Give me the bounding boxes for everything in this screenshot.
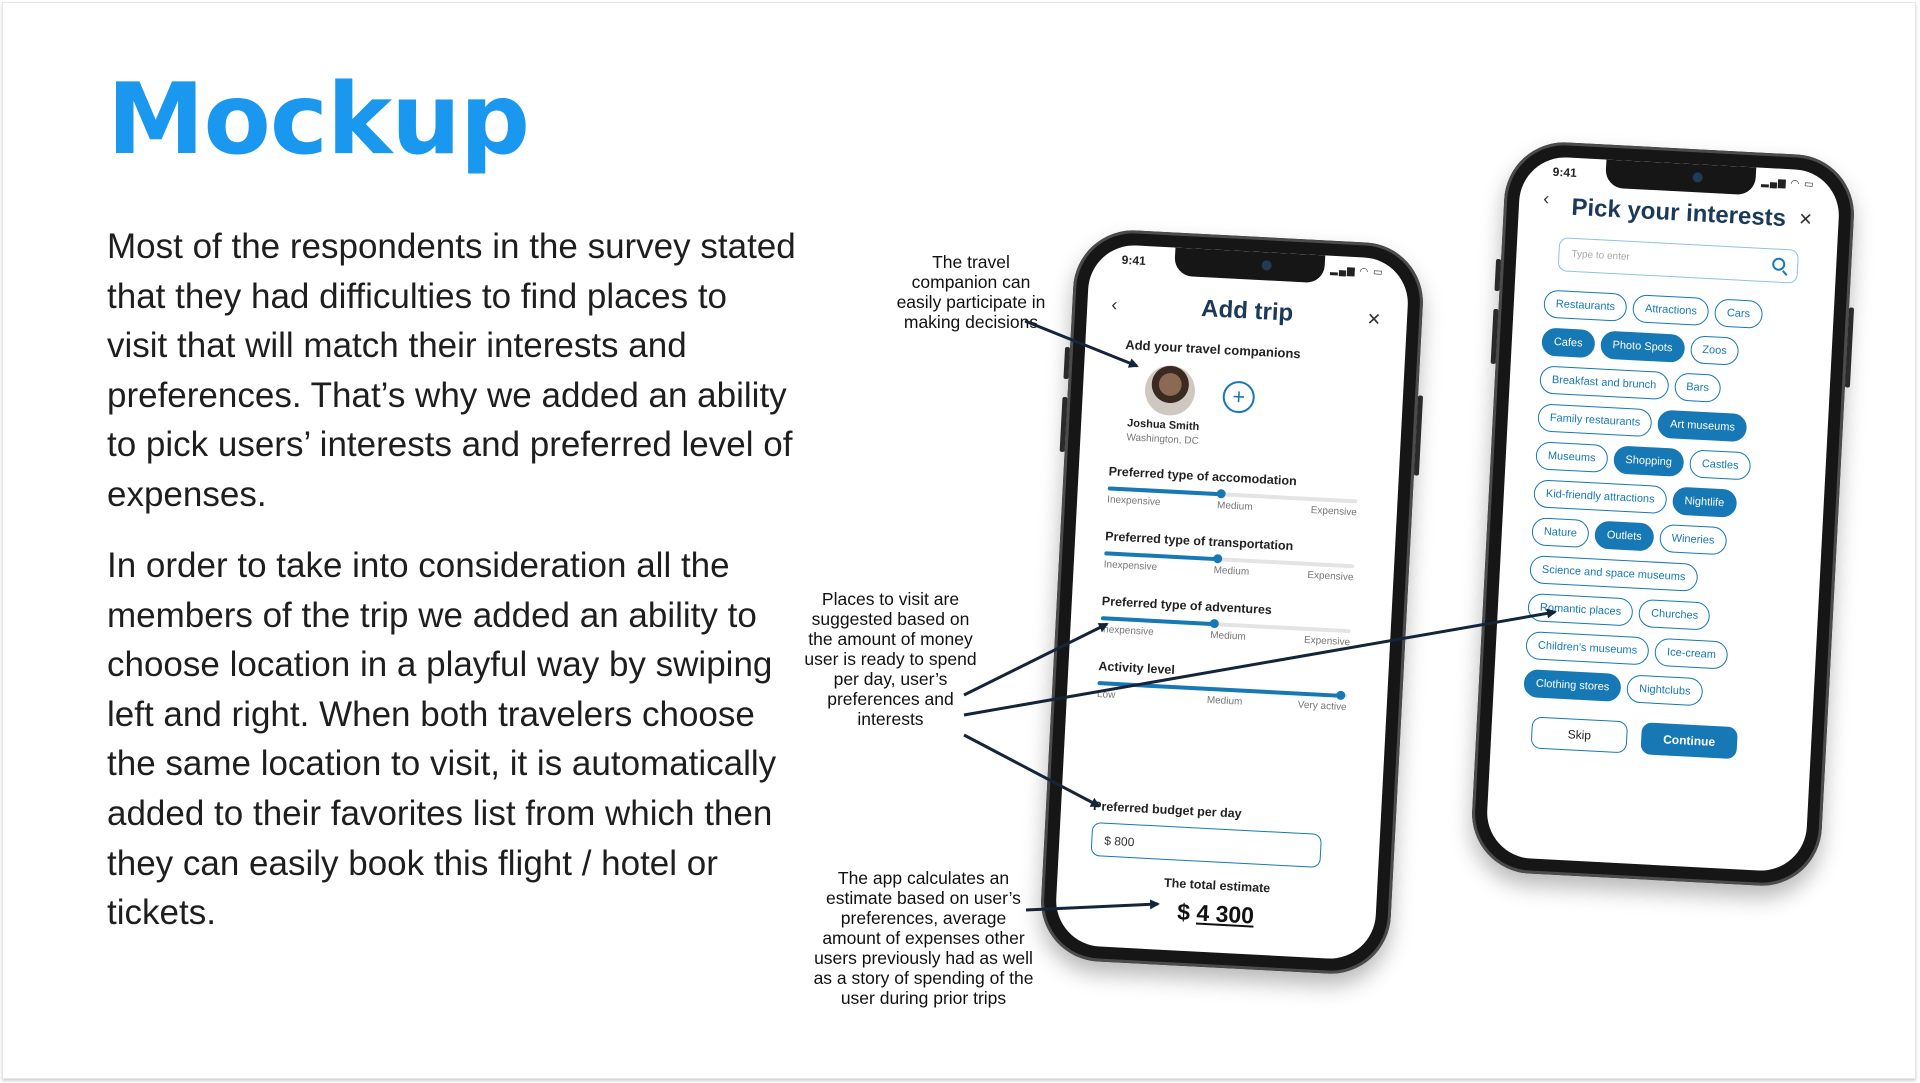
chip-row bbox=[1535, 441, 1796, 483]
paragraph-interests: Most of the respondents in the survey stated that they had difficulties to find places to visit that will match their interests and preferences. That’s why we added an ability to pick users’ interests and preferred level of expenses. bbox=[107, 227, 796, 514]
pref-activity bbox=[1097, 659, 1349, 716]
close-icon[interactable]: ✕ bbox=[1366, 309, 1382, 330]
back-icon[interactable]: ‹ bbox=[1542, 188, 1550, 209]
interest-chip[interactable]: Restaurants bbox=[1543, 289, 1628, 321]
add-companion-button[interactable]: + bbox=[1222, 380, 1256, 414]
tick-right: Very active bbox=[1297, 699, 1347, 714]
pref-accommodation bbox=[1107, 464, 1359, 521]
companion-city: Washington, DC bbox=[1126, 432, 1200, 448]
budget-label: Preferred budget per day bbox=[1092, 799, 1242, 821]
interest-chip[interactable]: Ice-cream bbox=[1654, 638, 1728, 670]
chip-row bbox=[1543, 289, 1804, 331]
annotation-companion: The travel companion can easily participate in making decisions bbox=[896, 252, 1046, 332]
side-button bbox=[1494, 259, 1501, 291]
tick-right: Expensive bbox=[1303, 634, 1351, 649]
currency-symbol: $ bbox=[1176, 898, 1191, 926]
interest-chip[interactable]: Nightlife bbox=[1672, 487, 1737, 518]
pref-adventures bbox=[1100, 594, 1352, 651]
pref-label: Preferred type of adventures bbox=[1101, 594, 1273, 618]
budget-input[interactable]: $ 800 bbox=[1091, 822, 1322, 868]
total-estimate-value bbox=[1055, 892, 1376, 936]
camera-icon bbox=[1692, 172, 1703, 183]
tick-left: Inexpensive bbox=[1100, 624, 1154, 638]
paragraph-swiping: In order to take into consideration all the members of the trip we added an ability to choose location in a playful way by swiping left and right. When both travelers choose the same location to visit, it is automatically added to their favorites list from which then they can easily book this flight / hotel or tickets. bbox=[107, 546, 777, 933]
chip-row bbox=[1539, 365, 1800, 407]
total-estimate-label: The total estimate bbox=[1163, 875, 1271, 896]
status-icons: ▂▄▆ ◠ ▭ bbox=[1330, 264, 1384, 279]
interest-chip[interactable]: Nature bbox=[1531, 517, 1589, 548]
interest-chip[interactable]: Clothing stores bbox=[1523, 669, 1622, 702]
pref-label: Activity level bbox=[1098, 659, 1176, 678]
interest-chips bbox=[1523, 289, 1805, 720]
interest-chip[interactable]: Attractions bbox=[1632, 294, 1709, 326]
interests-screen bbox=[1485, 155, 1841, 873]
tick-left: Low bbox=[1096, 689, 1116, 702]
interest-chip[interactable]: Romantic places bbox=[1527, 593, 1634, 626]
interest-chip[interactable]: Outlets bbox=[1594, 520, 1654, 551]
interest-chip[interactable]: Wineries bbox=[1659, 524, 1727, 555]
interest-chip[interactable]: Photo Spots bbox=[1600, 331, 1685, 363]
chip-row bbox=[1541, 327, 1802, 369]
tick-left: Inexpensive bbox=[1103, 559, 1158, 574]
camera-icon bbox=[1261, 260, 1272, 271]
interest-chip[interactable]: Museums bbox=[1535, 441, 1608, 473]
chip-row bbox=[1527, 593, 1788, 635]
interest-chip[interactable]: Castles bbox=[1689, 449, 1751, 480]
interest-chip[interactable]: Children's museums bbox=[1525, 631, 1650, 665]
continue-button[interactable]: Continue bbox=[1640, 722, 1738, 759]
slider-knob[interactable] bbox=[1209, 619, 1218, 628]
search-placeholder: Type to enter bbox=[1571, 248, 1631, 263]
interest-chip[interactable]: Cafes bbox=[1541, 327, 1595, 358]
slider-knob[interactable] bbox=[1216, 489, 1225, 498]
tick-mid: Medium bbox=[1213, 565, 1250, 578]
close-icon[interactable]: ✕ bbox=[1797, 209, 1814, 230]
interest-chip[interactable]: Breakfast and brunch bbox=[1539, 365, 1669, 400]
chip-row bbox=[1525, 631, 1786, 673]
companion-avatar[interactable] bbox=[1144, 364, 1197, 417]
interest-chip[interactable]: Zoos bbox=[1690, 335, 1740, 365]
interest-chip[interactable]: Nightclubs bbox=[1626, 674, 1703, 706]
status-time: 9:41 bbox=[1121, 252, 1147, 269]
tick-right: Expensive bbox=[1310, 505, 1358, 519]
status-icons: ▂▄▆ ◠ ▭ bbox=[1761, 176, 1815, 191]
chip-row bbox=[1529, 555, 1790, 597]
pref-transportation bbox=[1103, 529, 1355, 586]
tick-right: Expensive bbox=[1307, 569, 1354, 584]
tick-mid: Medium bbox=[1206, 694, 1243, 708]
add-trip-screen bbox=[1054, 243, 1410, 961]
slider-knob[interactable] bbox=[1336, 691, 1345, 700]
interest-chip[interactable]: Art museums bbox=[1657, 410, 1747, 443]
annotation-estimate: The app calculates an estimate based on user’s preferences, average amount of expenses other users previously had as well as a story of spending of the user during prior trips bbox=[813, 868, 1034, 1008]
tick-mid: Medium bbox=[1209, 629, 1247, 643]
tick-mid: Medium bbox=[1216, 500, 1253, 513]
annotation-places: Places to visit are suggested based on the amount of money user is ready to spend per day, user’s preferences and interests bbox=[804, 589, 977, 729]
pref-label: Preferred type of transportation bbox=[1104, 529, 1294, 554]
screen-title: Add trip bbox=[1200, 295, 1294, 327]
pref-label: Preferred type of accomodation bbox=[1108, 464, 1298, 489]
interest-chip[interactable]: Shopping bbox=[1613, 445, 1685, 477]
notch bbox=[1605, 160, 1756, 196]
phone-add-trip bbox=[1038, 227, 1426, 976]
total-amount: 4 300 bbox=[1195, 899, 1255, 929]
back-icon[interactable]: ‹ bbox=[1110, 294, 1118, 315]
chip-row bbox=[1523, 669, 1784, 711]
chip-row bbox=[1537, 403, 1798, 445]
slider-knob[interactable] bbox=[1213, 554, 1222, 563]
companions-label: Add your travel companions bbox=[1124, 337, 1302, 362]
status-time: 9:41 bbox=[1552, 164, 1578, 181]
interest-chip[interactable]: Churches bbox=[1638, 599, 1710, 631]
chip-row bbox=[1531, 517, 1792, 559]
phone-interests bbox=[1469, 139, 1857, 888]
interest-chip[interactable]: Family restaurants bbox=[1537, 403, 1653, 437]
interest-chip[interactable]: Cars bbox=[1714, 298, 1763, 328]
screen-title: Pick your interests bbox=[1570, 193, 1787, 233]
interest-chip[interactable]: Bars bbox=[1674, 372, 1722, 402]
side-button bbox=[1063, 347, 1070, 379]
companion-name: Joshua Smith bbox=[1126, 417, 1200, 434]
interest-chip[interactable]: Science and space museums bbox=[1529, 555, 1698, 592]
notch bbox=[1174, 248, 1325, 284]
interest-chip[interactable]: Kid-friendly attractions bbox=[1533, 479, 1667, 514]
tick-left: Inexpensive bbox=[1106, 494, 1161, 509]
skip-button[interactable]: Skip bbox=[1531, 716, 1629, 753]
interest-search-input[interactable] bbox=[1558, 237, 1799, 284]
slide-title: Mockup bbox=[107, 63, 530, 177]
search-icon[interactable] bbox=[1772, 257, 1786, 271]
chip-row bbox=[1533, 479, 1794, 521]
